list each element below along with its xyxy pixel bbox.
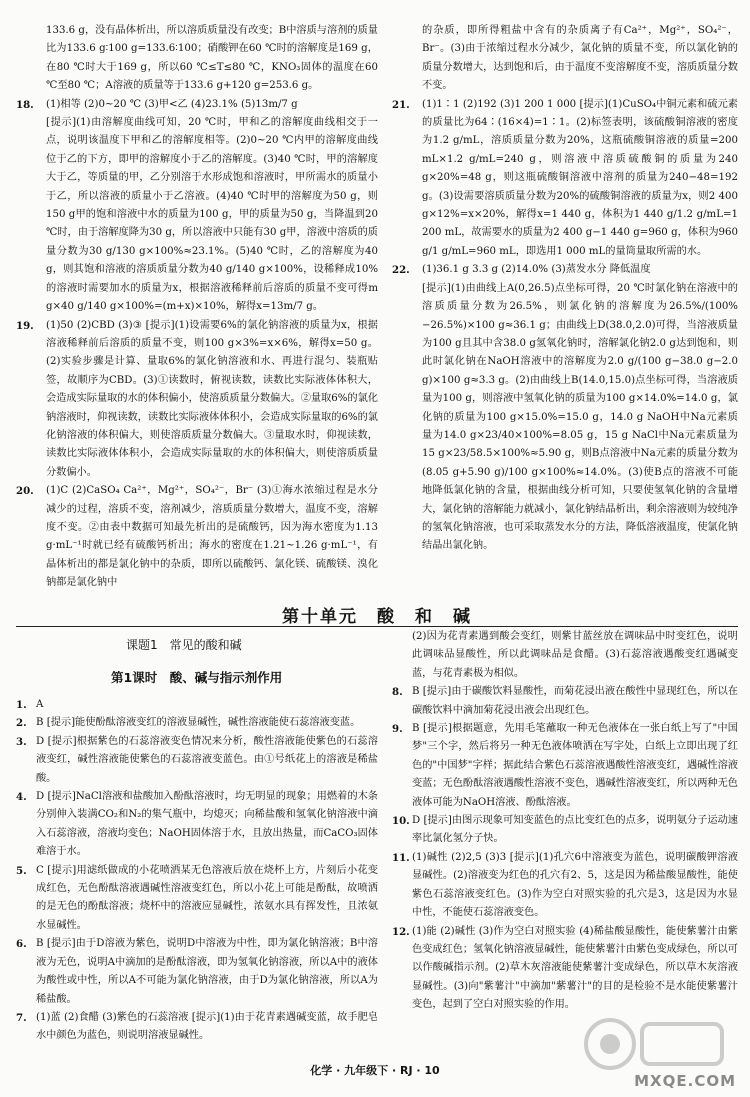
answer-text: 的杂质，即所得粗盐中含有的杂质离子有Ca²⁺，Mg²⁺，SO₄²⁻，Br⁻。(3)由于浓缩过程水分减少，氯化钠的质量不变，所以氯化钠的质量分数增大，达到饱和后，由于温度不变溶解度不变，溶质质量分数不变。: [422, 25, 738, 92]
answer-item: [16, 862, 378, 936]
question-number: 11.: [392, 851, 410, 864]
question-number: 7.: [16, 1011, 27, 1024]
divider: [16, 626, 738, 627]
watermark-text: MXQE.COM: [634, 1072, 736, 1090]
unit-title: 第十单元 酸 和 碱: [282, 607, 472, 627]
period-title: 第1课时 酸、碱与指示剂作用: [111, 670, 283, 685]
question-number: 5.: [16, 864, 27, 877]
question-number: 10.: [392, 815, 410, 828]
answer-text: D [提示]根据紫色的石蕊溶液变色情况来分析，酸性溶液能使紫色的石蕊溶液变红，碱性溶液能使紫色的石蕊溶液变蓝色。由①号纸花上的溶液是稀盐酸。: [36, 735, 378, 784]
question-number: 8.: [392, 686, 403, 699]
answer-text: C [提示]用滤纸做成的小花喷洒某无色溶液后放在烧杯上方，片刻后小花变成红色，无色酚酞溶液遇碱性溶液变红色，所以小花上可能是酚酞，故喷洒的是无色的酚酞溶液；烧杯中的溶液应显碱性，浓氨水具有挥发性，且浓氨水显碱性。: [36, 864, 378, 931]
bottom-left-column: [16, 696, 378, 1046]
question-number: 4.: [16, 791, 27, 804]
answer-text: (1)碱性 (2)2,5 (3)3 [提示](1)孔穴6中溶液变为蓝色，说明碳酸钾溶液显碱性。(2)溶液变为红色的孔穴有2、5，这是因为稀盐酸显酸性，能使紫色石蕊溶液变红色。(3)作为空白对照实验的孔穴是3，这是因为水显中性，不能使石蕊溶液变色。: [412, 851, 738, 919]
answer-item: [16, 96, 378, 114]
answer-item: [392, 22, 738, 96]
answer-item: [392, 849, 738, 923]
question-number: [16, 22, 46, 96]
lesson-title: 课题1 常见的酸和碱: [126, 638, 242, 652]
answer-item: [392, 683, 738, 720]
question-number: 6.: [16, 938, 27, 951]
answer-item: [16, 935, 378, 1009]
answer-text: (1)1∶1 (2)192 (3)1 200 1 000 [提示](1)CuSO₄中铜元素和硫元素的质量比为64∶(16×4)=1∶1。(2)标签表明，该硫酸铜溶液的密度为1.2 g/mL，溶质质量分数为20%，这瓶硫酸铜溶液的质量=200 mL×1.2 g/mL=240 g，则溶液中溶质硫酸铜的质量为240 g×20%=48 g，则这瓶硫酸铜溶液中溶剂的质量为240−48=192 g。(3)设需要溶质质量分数为20%的硫酸铜溶液的质量为x，则2 400 g×12%=x×20%，解得x=1 440 g，体积为1 440 g/1.2 g/mL=1 200 mL，故需要水的质量为2 400 g−1 440 g=960 g，体积为960 g/1 g/mL=960 mL，即选用1 000 mL的量筒量取所需的水。: [422, 98, 738, 257]
question-number: 2.: [16, 717, 27, 730]
answer-item: [16, 22, 378, 96]
bottom-right-column: [392, 628, 738, 1015]
answer-text: B [提示]能使酚酞溶液变红的溶液显碱性，碱性溶液能使石蕊溶液变蓝。: [36, 717, 361, 729]
question-number: [392, 280, 422, 556]
answer-text: D [提示]NaCl溶液和盐酸加入酚酞溶液时，均无明显的现象；用燃着的木条分别伸入装满CO₂和N₂的集气瓶中，均熄灭；向稀盐酸和氢氧化钠溶液中滴入石蕊溶液，溶液均变色；NaOH固体溶于水，且放出热量，而CaCO₃固体难溶于水。: [36, 791, 378, 858]
answer-item: [16, 482, 378, 592]
answer-item: [16, 114, 378, 316]
page-footer: 化学 · 九年级下 · RJ · 10: [310, 1064, 440, 1077]
answer-text: (1)C (2)CaSO₄ Ca²⁺，Mg²⁺，SO₄²⁻，Br⁻ (3)①海水浓缩过程是水分减少的过程，溶质不变，溶剂减少，溶质质量分数增大，温度不变，溶解度不变。②由表中数据可知最先析出的是硫酸钙，因为海水密度为1.13 g·mL⁻¹时就已经有硫酸钙析出；海水的密度在1.21~1.26 g·mL⁻¹，有晶体析出的都是氯化钠中的杂质，即所以硫酸钙、氯化镁、硫酸镁、溴化钠都是氯化钠中: [46, 485, 378, 589]
question-number: 21.: [392, 98, 410, 111]
answer-text: (1)能 (2)碱性 (3)作为空白对照实验 (4)稀盐酸显酸性，能使紫薯汁由紫色变成红色；氢氧化钠溶液显碱性，能使紫薯汁由紫色变成绿色，所以可以作酸碱指示剂。(2)草木灰溶液能使紫薯汁变成绿色，所以草木灰溶液显碱性。(3)向"紫薯汁"中滴加"紫薯汁"的目的是检验不是水能使紫薯汁变色，起到了空白对照实验的作用。: [412, 925, 738, 1011]
question-number: 9.: [392, 723, 403, 736]
answer-text: (2)因为花青素遇到酸会变红，则紫甘蓝丝放在调味品中时变红色，说明此调味品显酸性，所以此调味品是食醋。(3)石蕊溶液遇酸变红遇碱变蓝，与花青素极为相似。: [412, 631, 738, 679]
answer-text: (1)50 (2)CBD (3)③ [提示](1)设需要6%的氯化钠溶液的质量为x，根据溶液稀释前后溶质的质量不变，则100 g×3%=x×6%，解得x=50 g。(2)实验步骤是计算、量取6%的氯化钠溶液和水、再进行混匀、装瓶贴签，故顺序为CBD。(3)①读数时，俯视读数，读数比实际液体体积大，会造成实际量取的水的体积偏小，使溶质质量分数偏大。②量取6%的氯化钠溶液时，仰视读数，读数比实际液体体积小，会造成实际量取的6%的氯化钠溶液的体积偏大，则使溶质质量分数偏大。③量取水时，仰视读数，读数比实际液体体积小，会造成实际量取的水的体积偏大，则使溶质质量分数偏小。: [46, 319, 378, 478]
answer-item: [16, 733, 378, 788]
question-number: 3.: [16, 735, 27, 748]
answer-text: (1)蓝 (2)食醋 (3)紫色的石蕊溶液 [提示](1)由于花青素遇碱变蓝，故手肥皂水中颜色为蓝色，则说明溶液显碱性。: [36, 1011, 378, 1042]
question-number: 20.: [16, 485, 34, 498]
answer-item: [16, 317, 378, 483]
question-number: 22.: [392, 264, 410, 277]
answer-item: [16, 1009, 378, 1046]
question-number: 12.: [392, 925, 410, 938]
question-number: 19.: [16, 319, 34, 332]
question-number: [392, 22, 422, 96]
question-number: [16, 114, 46, 316]
question-number: [392, 628, 412, 683]
answer-item: [16, 788, 378, 862]
answer-text: 133.6 g，没有晶体析出，所以溶质质量没有改变；B中溶质与溶剂的质量比为133.6 g∶100 g=133.6∶100；硝酸钾在60 ℃时的溶解度是169 g，在80 ℃时大于169 g，所以60 ℃≤T≤80 ℃，KNO₃固体的温度在60 ℃至80 ℃；A溶液的质量等于133.6 g+120 g=253.6 g。: [46, 25, 378, 92]
answer-text: D [提示]由图示现象可知变蓝色的点比变红色的点多，说明氨分子运动速率比氯化氢分子快。: [412, 815, 738, 845]
answer-text: (1)相等 (2)0~20 ℃ (3)甲<乙 (4)23.1% (5)13m/7 g: [46, 98, 298, 110]
answer-text: (1)36.1 g 3.3 g (2)14.0% (3)蒸发水分 降低温度: [422, 264, 651, 276]
answer-item: [16, 714, 378, 732]
answer-item: [392, 720, 738, 812]
question-number: 1.: [16, 699, 27, 711]
answer-item: [16, 696, 378, 714]
answer-text: B [提示]由于D溶液为紫色，说明D中溶液为中性，即为氯化钠溶液；B中溶液为无色，说明A中滴加的是酚酞溶液，即为氢氧化钠溶液，所以A中的液体为酸性或中性，所以A不可能为氯化钠溶液，由于D为氯化钠溶液，所以A为稀盐酸。: [36, 938, 378, 1005]
answer-item: [392, 280, 738, 556]
left-column: [16, 22, 378, 593]
answer-item: [392, 923, 738, 1015]
answer-item: [392, 628, 738, 683]
answer-text: [提示](1)由曲线上A(0,26.5)点坐标可得，20 ℃时氯化钠在溶液中的溶质质量分数为26.5%，则氯化钠的溶解度为26.5%/(100%−26.5%)×100 g≈36.1 g；由曲线上D(38.0,2.0)可得，当溶液质量为100 g且其中含38.0 g氢氧化钠时，溶解氯化钠2.0 g达到饱和，则此时氯化钠在NaOH溶液中的溶解度为2.0 g/(100 g−38.0 g−2.0 g)×100 g≈3.3 g。(2)由曲线上B(14.0,15.0)点坐标可得，当溶液质量为100 g，则溶液中氢氧化钠的质量为100 g×14.0%=14.0 g，氯化钠的质量为100 g×15.0%=15.0 g，14.0 g NaOH中Na元素质量为14.0 g×23/40×100%=8.05 g，15 g NaCl中Na元素质量为15 g×23/58.5×100%≈5.90 g，则B点溶液中Na元素的质量分数为(8.05 g+5.90 g)/100 g×100%≈14.0%。(3)使B点的溶液不可能地降低氯化钠的含量，根据曲线分析可知，只要使氢氧化钠的含量增大，氯化钠的溶解能力就减小，氯化钠结晶析出，剩余溶液则为较纯净的氢氧化钠溶液，也可采取蒸发水分的方法，降低溶液温度，使氯化钠结晶出氯化钠。: [422, 282, 738, 552]
answer-text: [提示](1)由溶解度曲线可知，20 ℃时，甲和乙的溶解度曲线相交于一点，说明该温度下甲和乙的溶解度相等。(2)0~20 ℃内甲的溶解度曲线位于乙的下方，即甲的溶解度小于乙的溶解度。(3)40 ℃时，甲的溶解度大于乙，等质量的甲，乙分别溶于水形成饱和溶液时，甲所需水的质量小于乙，所以溶液的质量小于乙溶液。(4)40 ℃时甲的溶解度为50 g，则150 g甲的饱和溶液中水的质量为100 g，甲的质量为50 g，当降温到20 ℃时，由于溶解度降为30 g，所以溶液中只能有30 g甲，溶液中溶质的质量分数为30 g/130 g×100%≈23.1%。(5)40 ℃时，乙的溶解度为40 g，则其饱和溶液的溶质质量分数为40 g/140 g×100%，设稀释成10%的溶液时需要加水的质量为x，根据溶液稀释前后溶质的质量不变可得m g×40 g/140 g×100%=(m+x)×10%，解得x=13m/7 g。: [46, 117, 378, 313]
answer-item: [392, 96, 738, 262]
question-number: 18.: [16, 98, 34, 111]
answer-text: A: [36, 699, 44, 710]
answer-text: B [提示]根据题意，先用毛笔蘸取一种无色液体在一张白纸上写了"中国梦"三个字，然后将另一种无色液体喷洒在写字处，白纸上立即出现了红色的"中国梦"字样；据此结合紫色石蕊溶液遇酸性溶液变红，遇碱性溶液变蓝；无色酚酞溶液遇酸性溶液不变色，遇碱性溶液变红，所以两种无色液体可能为NaOH溶液、酚酞溶液。: [412, 723, 738, 808]
answer-text: B [提示]由于碳酸饮料显酸性，而菊花浸出液在酸性中显现红色，所以在碳酸饮料中滴加菊花浸出液会出现红色。: [412, 686, 738, 716]
answer-item: [392, 261, 738, 279]
right-column: [392, 22, 738, 556]
answer-item: [392, 812, 738, 849]
